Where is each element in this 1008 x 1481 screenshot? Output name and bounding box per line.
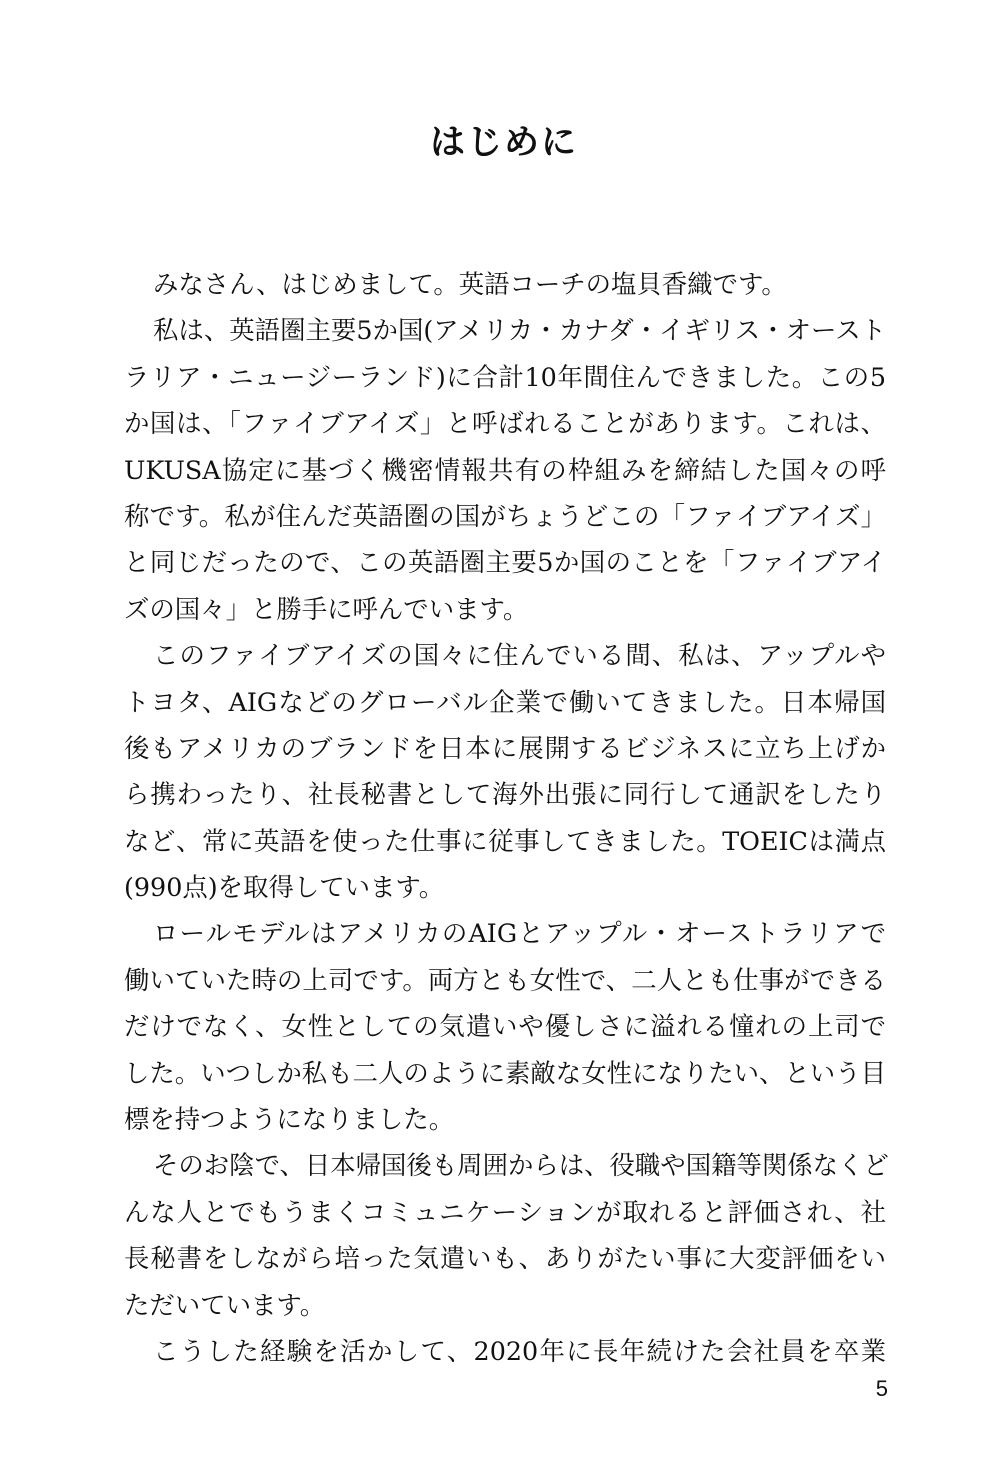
body-line: このファイブアイズの国々に住んでいる間、私は、アップルや: [153, 640, 886, 671]
body-line: みなさん、はじめまして。英語コーチの塩貝香織です。: [153, 269, 787, 299]
body-line: ラリア・ニュージーランド)に合計10年間住んできました。この5: [124, 361, 886, 392]
body-line: UKUSA協定に基づく機密情報共有の枠組みを締結した国々の呼: [124, 454, 886, 485]
body-line: こうした経験を活かして、2020年に長年続けた会社員を卒業: [153, 1335, 886, 1366]
body-line: ら携わったり、社長秘書として海外出張に同行して通訳をしたり: [124, 779, 886, 810]
body-line: 私は、英語圏主要5か国(アメリカ・カナダ・イギリス・オースト: [153, 315, 886, 346]
body-line: 称です。私が住んだ英語圏の国がちょうどこの「ファイブアイズ」: [124, 500, 886, 531]
body-line: ロールモデルはアメリカのAIGとアップル・オーストラリアで: [153, 918, 886, 949]
body-line: ズの国々」と勝手に呼んでいます。: [124, 593, 529, 624]
body-line: と同じだったので、この英語圏主要5か国のことを「ファイブアイ: [124, 547, 886, 578]
body-line: んな人とでもうまくコミュニケーションが取れると評価され、社: [124, 1196, 887, 1227]
body-line: 後もアメリカのブランドを日本に展開するビジネスに立ち上げか: [124, 732, 886, 763]
body-text: [124, 261, 889, 1374]
body-line: 標を持つようになりました。: [124, 1104, 455, 1135]
body-line: など、常に英語を使った仕事に従事してきました。TOEICは満点: [124, 825, 886, 856]
body-line: した。いつしか私も二人のように素敵な女性になりたい、という目: [124, 1057, 886, 1088]
body-line: そのお陰で、日本帰国後も周囲からは、役職や国籍等関係なくど: [153, 1150, 889, 1181]
body-line: 働いていた時の上司です。両方とも女性で、二人とも仕事ができる: [124, 964, 886, 995]
body-line: (990点)を取得しています。: [124, 872, 445, 903]
body-line: か国は、「ファイブアイズ」と呼ばれることがあります。これは、: [124, 408, 886, 439]
page-number: 5: [875, 1376, 888, 1401]
body-line: トヨタ、AIGなどのグローバル企業で働いてきました。日本帰国: [124, 686, 886, 717]
body-line: だけでなく、女性としての気遣いや優しさに溢れる憧れの上司で: [124, 1011, 886, 1042]
page-title: はじめに: [429, 123, 578, 163]
body-line: ただいています。: [124, 1289, 326, 1320]
body-line: 長秘書をしながら培った気遣いも、ありがたい事に大変評価をい: [124, 1243, 887, 1274]
